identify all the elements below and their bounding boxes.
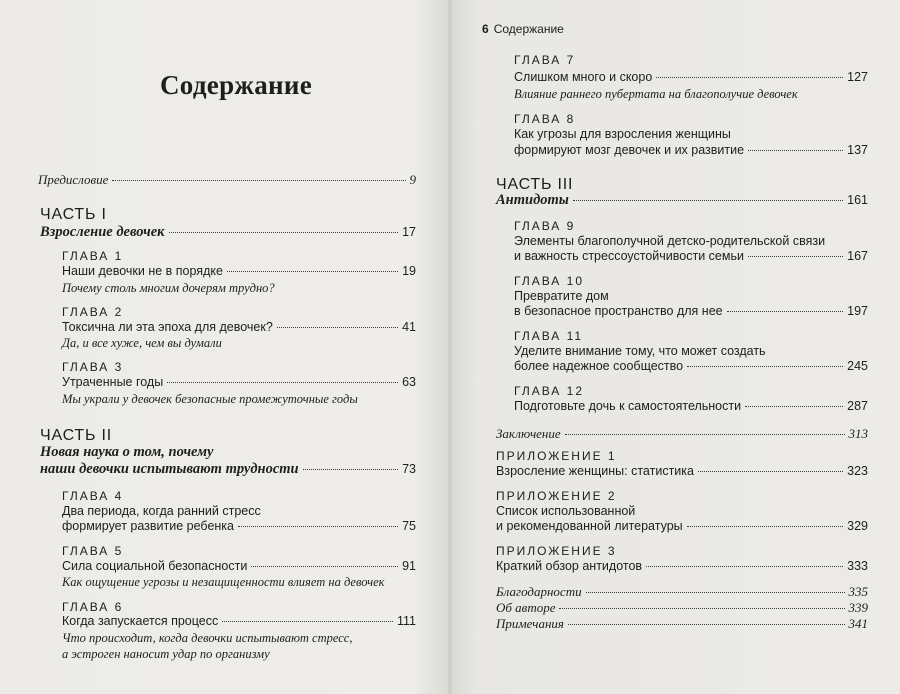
toc-entry-conclusion [496, 426, 868, 442]
entry-title: Взросление женщины: статистика [496, 464, 694, 478]
chapter-label: ГЛАВА 2 [62, 305, 124, 319]
toc-entry-ch11 [514, 359, 868, 373]
toc-entry-ch7 [514, 70, 868, 84]
chapter-subtitle: а эстроген наносит удар по организму [62, 647, 270, 661]
chapter-label: ГЛАВА 6 [62, 600, 124, 614]
entry-title-line: Два периода, когда ранний стресс [62, 504, 261, 518]
entry-title: наши девочки испытывают трудности [40, 461, 299, 477]
entry-title: Утраченные годы [62, 375, 164, 389]
entry-page: 127 [847, 70, 868, 84]
entry-title: формируют мозг девочек и их развитие [514, 143, 745, 157]
chapter-label: ГЛАВА 3 [62, 360, 124, 374]
chapter-subtitle: Как ощущение угрозы и незащищенности влияет на девочек [62, 575, 385, 589]
entry-title: Благодарности [496, 584, 582, 599]
toc-entry-ch3 [62, 375, 416, 389]
entry-page: 167 [847, 249, 868, 263]
right-page [452, 0, 900, 694]
entry-page: 111 [396, 614, 416, 628]
chapter-label: ГЛАВА 4 [62, 489, 124, 503]
toc-entry-part2 [40, 461, 416, 478]
toc-entry-ch8 [514, 143, 868, 157]
entry-page: 91 [402, 559, 416, 573]
toc-entry-ch10 [514, 304, 868, 318]
entry-title: Краткий обзор антидотов [496, 559, 643, 573]
toc-entry-part3 [496, 192, 868, 209]
part-label: ЧАСТЬ III [496, 176, 574, 193]
toc-entry-preface [38, 172, 416, 188]
toc-entry-appendix2 [496, 519, 868, 533]
entry-title: Об авторе [496, 600, 556, 615]
entry-title: более надежное сообщество [514, 359, 684, 373]
toc-entry-appendix1 [496, 464, 868, 478]
entry-page: 137 [847, 143, 868, 157]
entry-title-line: Как угрозы для взросления женщины [514, 127, 731, 141]
entry-title: Примечания [496, 616, 564, 631]
part-title-line: Новая наука о том, почему [40, 444, 214, 460]
entry-title: Заключение [496, 426, 561, 441]
appendix-label: ПРИЛОЖЕНИЕ 2 [496, 489, 617, 503]
chapter-label: ГЛАВА 11 [514, 329, 584, 343]
toc-entry-acknowledgements [496, 584, 868, 600]
entry-title: Когда запускается процесс [62, 614, 219, 628]
running-head [482, 22, 564, 36]
toc-entry-ch9 [514, 249, 868, 263]
entry-page: 75 [402, 519, 416, 533]
chapter-subtitle: Что происходит, когда девочки испытывают стресс, [62, 631, 353, 645]
entry-page: 41 [402, 320, 416, 334]
entry-title: в безопасное пространство для нее [514, 304, 723, 318]
entry-title: Наши девочки не в порядке [62, 264, 223, 278]
part-label: ЧАСТЬ I [40, 206, 107, 223]
chapter-label: ГЛАВА 10 [514, 274, 584, 288]
chapter-label: ГЛАВА 7 [514, 53, 576, 67]
entry-title: Токсична ли эта эпоха для девочек? [62, 320, 273, 334]
entry-page: 335 [848, 584, 868, 599]
chapter-subtitle: Почему столь многим дочерям трудно? [62, 281, 275, 295]
chapter-subtitle: Мы украли у девочек безопасные промежуточные годы [62, 392, 358, 406]
entry-page: 287 [847, 399, 868, 413]
toc-entry-appendix3 [496, 559, 868, 573]
entry-page: 313 [848, 426, 868, 441]
chapter-label: ГЛАВА 12 [514, 384, 584, 398]
entry-title-line: Элементы благополучной детско-родительской связи [514, 234, 826, 248]
chapter-label: ГЛАВА 8 [514, 112, 576, 126]
entry-page: 245 [847, 359, 868, 373]
entry-page: 333 [847, 559, 868, 573]
entry-title: и рекомендованной литературы [496, 519, 683, 533]
entry-page: 339 [848, 600, 868, 615]
entry-page: 63 [402, 375, 416, 389]
page-number: 6 [482, 22, 489, 36]
entry-page: 341 [848, 616, 868, 631]
running-head-title: Содержание [493, 22, 564, 36]
entry-page: 161 [847, 193, 868, 207]
entry-title: Слишком много и скоро [514, 70, 653, 84]
chapter-label: ГЛАВА 1 [62, 249, 124, 263]
entry-page: 19 [402, 264, 416, 278]
entry-title-line: Уделите внимание тому, что может создать [514, 344, 766, 358]
entry-page: 323 [847, 464, 868, 478]
chapter-label: ГЛАВА 9 [514, 219, 576, 233]
toc-entry-about-author [496, 600, 868, 616]
chapter-subtitle: Влияние раннего пубертата на благополучие девочек [514, 87, 798, 101]
entry-title: Подготовьте дочь к самостоятельности [514, 399, 742, 413]
entry-title: Предисловие [38, 172, 109, 187]
appendix-label: ПРИЛОЖЕНИЕ 3 [496, 544, 617, 558]
toc-entry-part1 [40, 224, 416, 241]
entry-title: Сила социальной безопасности [62, 559, 248, 573]
entry-title-line: Превратите дом [514, 289, 609, 303]
entry-page: 73 [402, 462, 416, 476]
part-label: ЧАСТЬ II [40, 427, 113, 444]
toc-entry-ch4 [62, 519, 416, 533]
entry-title: формирует развитие ребенка [62, 519, 235, 533]
entry-title: и важность стрессоустойчивости семьи [514, 249, 744, 263]
toc-entry-ch12 [514, 399, 868, 413]
entry-page: 17 [402, 225, 416, 239]
toc-entry-ch6 [62, 614, 416, 628]
chapter-subtitle: Да, и все хуже, чем вы думали [62, 336, 222, 350]
appendix-label: ПРИЛОЖЕНИЕ 1 [496, 449, 617, 463]
toc-entry-ch2 [62, 320, 416, 334]
entry-title: Антидоты [496, 192, 569, 208]
page-title: Содержание [160, 70, 313, 100]
toc-entry-ch5 [62, 559, 416, 573]
entry-page: 329 [847, 519, 868, 533]
entry-title-line: Список использованной [496, 504, 636, 518]
entry-title: Взросление девочек [40, 224, 165, 240]
toc-entry-notes [496, 616, 868, 632]
entry-page: 197 [847, 304, 868, 318]
left-page [0, 0, 448, 694]
toc-entry-ch1 [62, 264, 416, 278]
entry-page: 9 [409, 172, 416, 187]
chapter-label: ГЛАВА 5 [62, 544, 124, 558]
